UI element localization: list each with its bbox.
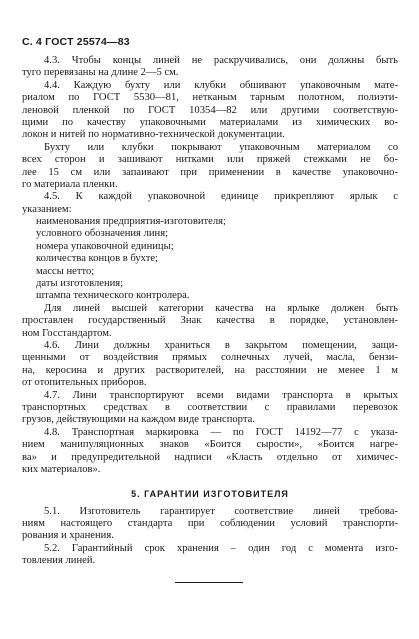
text-line: штампа технического контролера. <box>36 290 190 302</box>
text-line: массы нетто; <box>36 265 95 277</box>
text-line: туго перевязаны на длине 2—5 см. <box>22 67 179 79</box>
text-line: номера упаковочной единицы; <box>36 240 174 252</box>
text-line: даты изготовления; <box>36 278 124 290</box>
text-line: ва» и предупредительной надписи «Класть отдельно от химичес- <box>22 451 398 463</box>
text-line: Бухту или клубки покрывают упаковочным материалом со <box>44 141 398 153</box>
text-line: локон и нитей по нормативно-технической документации. <box>22 129 285 141</box>
text-line: риалом по ГОСТ 5530—81, нетканым тарным полотном, полиэти- <box>22 92 398 104</box>
text-line: всех сторон и зашивают нитками или пряжей стежками не бо- <box>22 154 398 166</box>
section-5-text <box>22 506 398 568</box>
text-line: ном Госстандартом. <box>22 327 112 339</box>
text-line: Для линей высшей категории качества на ярлыке должен быть <box>44 302 398 314</box>
text-line: грузов, действующими на каждом виде транспорта. <box>22 414 255 426</box>
page-header: С. 4 ГОСТ 25574—83 <box>22 36 130 48</box>
text-line: 4.8. Транспортная маркировка — по ГОСТ 14192—77 с указа- <box>44 426 398 438</box>
text-line: на, керосина и других растворителей, на расстоянии не менее 1 м <box>22 364 398 376</box>
text-line: ких материалов». <box>22 463 101 475</box>
text-line: 5.1. Изготовитель гарантирует соответствие линей требова- <box>44 505 398 517</box>
text-line: 4.6. Лини должны храниться в закрытом помещении, защи- <box>44 339 398 351</box>
text-line: го материала пленки. <box>22 178 118 190</box>
text-line: проставлен государственный Знак качества в порядке, установлен- <box>22 315 398 327</box>
text-line: щими по качеству упаковочными материалами из химических во- <box>22 116 398 128</box>
text-line: наименования предприятия-изготовителя; <box>36 216 226 228</box>
text-line: транспортных средствах в соответствии с правилами перевозок <box>22 401 398 413</box>
document-body <box>22 55 398 568</box>
text-line: условного обозначения линя; <box>36 228 169 240</box>
text-line: лее 15 см или запаивают при применении в качестве упаковочно- <box>22 166 398 178</box>
text-line: от отопительных приборов. <box>22 377 147 389</box>
text-line: количества концов в бухте; <box>36 253 158 265</box>
text-line: 4.3. Чтобы концы линей не раскручивались, они должны быть <box>44 55 398 66</box>
text-line: 4.7. Лини транспортируют всеми видами транспорта в крытых <box>44 389 398 401</box>
text-line: леновой пленкой по ГОСТ 10354—82 или другими соответствую- <box>22 104 398 116</box>
text-line: нием манипуляционных знаков «Боится сырости», «Боится нагре- <box>22 439 398 451</box>
section-4-text <box>22 55 398 476</box>
text-line: рования и хранения. <box>22 530 114 542</box>
spacer <box>22 476 398 488</box>
section-title: 5. ГАРАНТИИ ИЗГОТОВИТЕЛЯ <box>131 489 289 500</box>
text-line: ниям настоящего стандарта при соблюдении условий транспорти- <box>22 518 398 530</box>
end-rule <box>175 582 243 583</box>
text-line: 4.5. К каждой упаковочной единице прикрепляют ярлык с <box>44 191 398 203</box>
text-line: 5.2. Гарантийный срок хранения – один год с момента изго- <box>44 542 398 554</box>
text-line: товления линей. <box>22 555 96 567</box>
text-line: щенными от воздействия прямых солнечных лучей, масла, бензи- <box>22 352 398 364</box>
text-line: 4.4. Каждую бухту или клубки обшивают упаковочным мате- <box>44 79 398 91</box>
text-line: указанием: <box>22 203 72 215</box>
